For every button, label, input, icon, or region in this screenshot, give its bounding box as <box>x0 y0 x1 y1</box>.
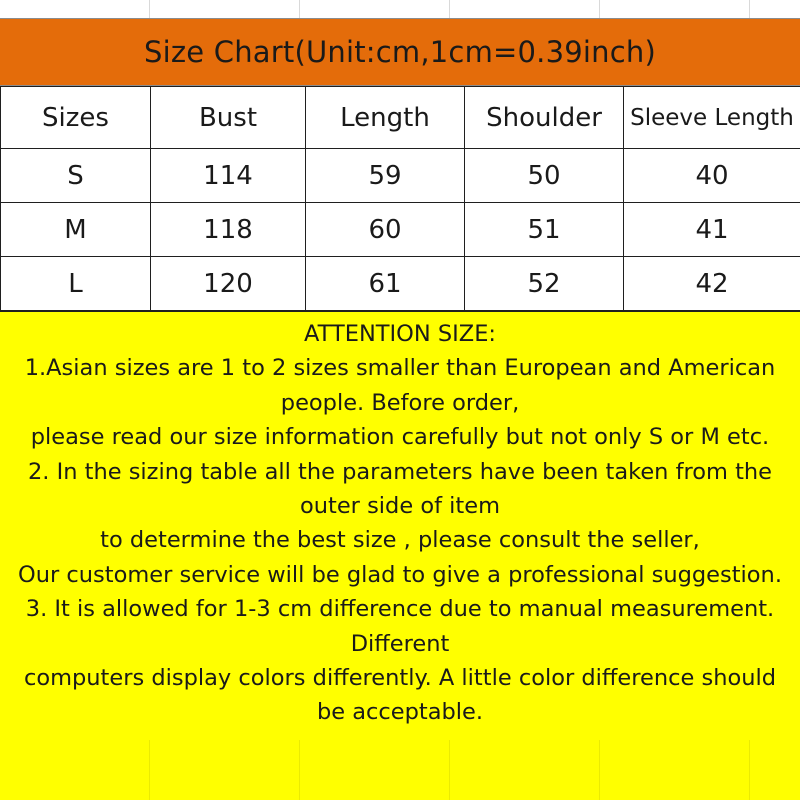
attention-line: people. Before order, <box>280 389 520 416</box>
length-cell: 60 <box>306 203 465 257</box>
table-row <box>1 203 800 257</box>
shoulder-cell: 52 <box>465 257 624 311</box>
attention-line: Our customer service will be glad to give a professional suggestion. <box>18 561 782 588</box>
attention-notice <box>0 311 800 800</box>
length-cell: 59 <box>306 149 465 203</box>
attention-line: computers display colors differently. A little color difference should <box>23 665 777 692</box>
length-cell: 61 <box>306 257 465 311</box>
table-header-row <box>1 87 800 149</box>
shoulder-cell: 50 <box>465 149 624 203</box>
attention-line: Different <box>350 630 450 657</box>
attention-line: 3. It is allowed for 1-3 cm difference due to manual measurement. <box>25 596 775 623</box>
size-cell: L <box>1 257 151 311</box>
table-row <box>1 149 800 203</box>
size-table <box>0 86 800 311</box>
size-cell: S <box>1 149 151 203</box>
attention-line: outer side of item <box>299 493 501 520</box>
attention-line: 1.Asian sizes are 1 to 2 sizes smaller than European and American <box>24 355 776 382</box>
sleeve-length-cell: 41 <box>624 203 800 257</box>
attention-heading: ATTENTION SIZE: <box>304 321 496 347</box>
column-header-bust: Bust <box>151 87 306 149</box>
sleeve-length-cell: 42 <box>624 257 800 311</box>
attention-line: to determine the best size , please consult the seller, <box>100 527 700 554</box>
shoulder-cell: 51 <box>465 203 624 257</box>
size-cell: M <box>1 203 151 257</box>
attention-line: be acceptable. <box>316 699 484 726</box>
bust-cell: 120 <box>151 257 306 311</box>
spreadsheet-grid-strip <box>0 0 800 18</box>
attention-line: 2. In the sizing table all the parameters have been taken from the <box>27 458 773 485</box>
attention-line: please read our size information carefully but not only S or M etc. <box>30 424 770 451</box>
bust-cell: 114 <box>151 149 306 203</box>
sleeve-length-cell: 40 <box>624 149 800 203</box>
column-header-sizes: Sizes <box>1 87 151 149</box>
column-header-sleeve-length: Sleeve Length <box>624 87 800 149</box>
column-header-length: Length <box>306 87 465 149</box>
column-header-shoulder: Shoulder <box>465 87 624 149</box>
size-chart-title: Size Chart(Unit:cm,1cm=0.39inch) <box>0 18 800 86</box>
table-row <box>1 257 800 311</box>
bust-cell: 118 <box>151 203 306 257</box>
